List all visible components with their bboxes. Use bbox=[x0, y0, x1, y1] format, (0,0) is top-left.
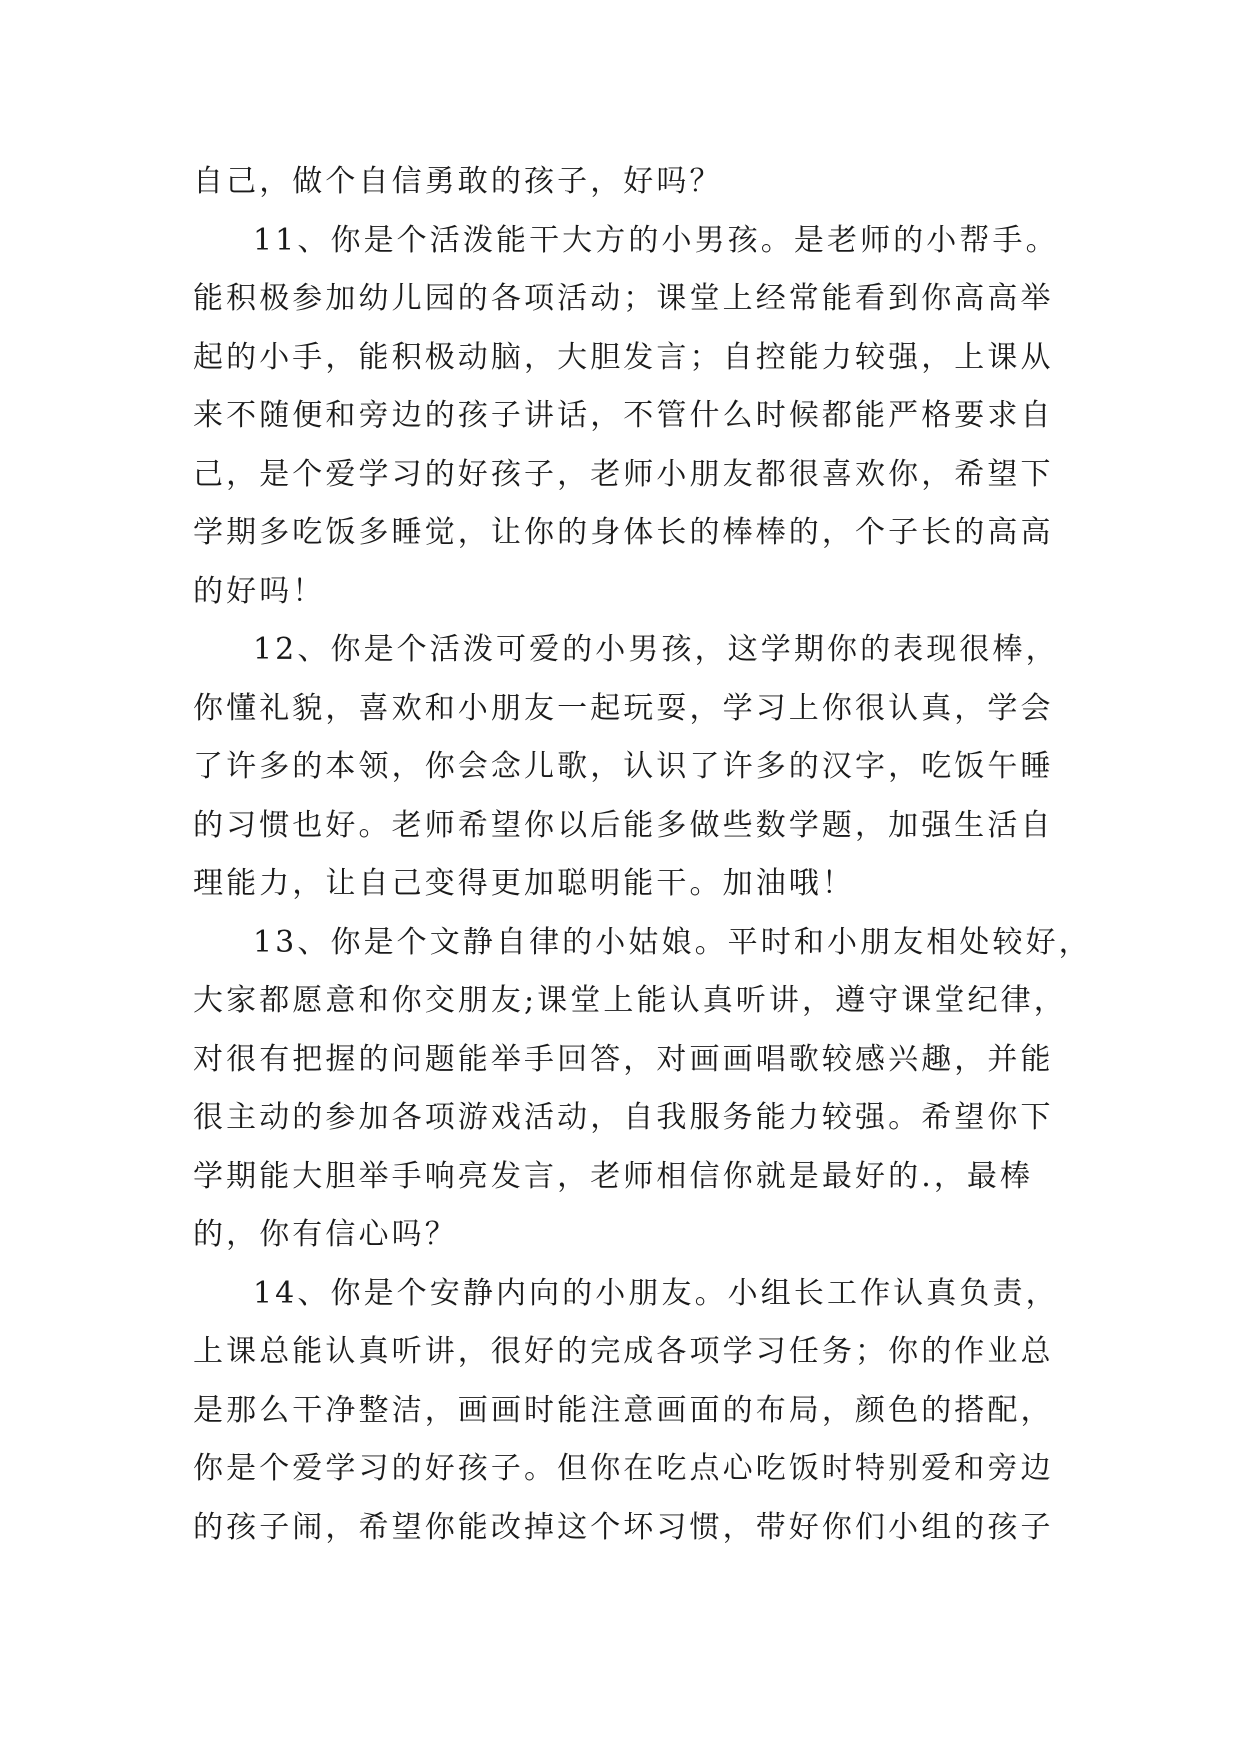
paragraph-start-line: 11、你是个活泼能干大方的小男孩。是老师的小帮手。 bbox=[253, 222, 1059, 258]
text-line: 了许多的本领，你会念儿歌，认识了许多的汉字，吃饭午睡 bbox=[193, 749, 1054, 784]
text-line: 的，你有信心吗？ bbox=[193, 1217, 458, 1252]
text-line: 能积极参加幼儿园的各项活动；课堂上经常能看到你高高举 bbox=[193, 281, 1054, 316]
text-line: 上课总能认真听讲，很好的完成各项学习任务；你的作业总 bbox=[193, 1334, 1054, 1369]
document-body bbox=[193, 153, 1092, 1557]
text-line: 你是个爱学习的好孩子。但你在吃点心吃饭时特别爱和旁边 bbox=[193, 1451, 1054, 1486]
text-line: 是那么干净整洁，画画时能注意画面的布局，颜色的搭配， bbox=[193, 1392, 1054, 1428]
text-line: 理能力，让自己变得更加聪明能干。加油哦！ bbox=[193, 866, 855, 901]
text-line: 来不随便和旁边的孩子讲话，不管什么时候都能严格要求自 bbox=[193, 398, 1054, 433]
text-line: 己，是个爱学习的好孩子，老师小朋友都很喜欢你，希望下 bbox=[193, 456, 1054, 492]
text-line: 学期能大胆举手响亮发言，老师相信你就是最好的.，最棒 bbox=[193, 1158, 1034, 1194]
text-line: 自己，做个自信勇敢的孩子，好吗？ bbox=[193, 164, 723, 199]
text-line: 很主动的参加各项游戏活动，自我服务能力较强。希望你下 bbox=[193, 1100, 1054, 1135]
text-line: 的好吗！ bbox=[193, 573, 326, 609]
paragraph-start-line: 12、你是个活泼可爱的小男孩，这学期你的表现很棒， bbox=[253, 632, 1059, 667]
paragraph-start-line: 13、你是个文静自律的小姑娘。平时和小朋友相处较好， bbox=[253, 924, 1092, 960]
text-line: 大家都愿意和你交朋友;课堂上能认真听讲，遵守课堂纪律， bbox=[193, 983, 1067, 1018]
text-line: 起的小手，能积极动脑，大胆发言；自控能力较强，上课从 bbox=[193, 339, 1054, 375]
text-line: 学期多吃饭多睡觉，让你的身体长的棒棒的，个子长的高高 bbox=[193, 515, 1054, 550]
paragraph-start-line: 14、你是个安静内向的小朋友。小组长工作认真负责， bbox=[253, 1275, 1059, 1311]
text-line: 的习惯也好。老师希望你以后能多做些数学题，加强生活自 bbox=[193, 807, 1054, 843]
text-line: 对很有把握的问题能举手回答，对画画唱歌较感兴趣，并能 bbox=[193, 1041, 1054, 1077]
text-line: 你懂礼貌，喜欢和小朋友一起玩耍，学习上你很认真，学会 bbox=[193, 690, 1054, 726]
text-line: 的孩子闹，希望你能改掉这个坏习惯，带好你们小组的孩子 bbox=[193, 1509, 1054, 1545]
